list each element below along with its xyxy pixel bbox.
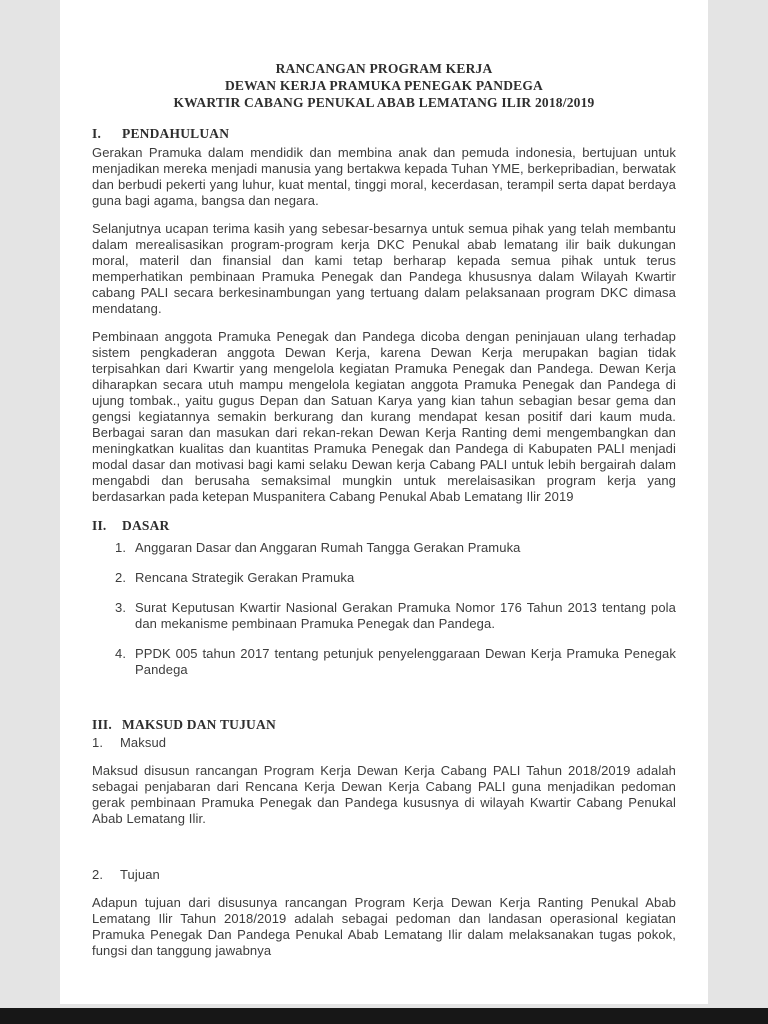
section-heading-text: PENDAHULUAN	[122, 126, 230, 141]
document-title	[92, 60, 676, 111]
section-number: II.	[92, 518, 107, 533]
section-heading	[92, 125, 676, 142]
subsection-maksud	[92, 735, 676, 827]
paragraph: Adapun tujuan dari disusunya rancangan Program Kerja Dewan Kerja Ranting Penukal Abab Lematang Ilir Tahun 2018/2019 adalah sebagai pedoman dan landasan operasional kegiatan Pramuka Penegak Dan Pandega Penukal Abab Lematang Ilir dalam melaksanakan tugas pokok, fungsi dan tanggung jawabnya	[92, 895, 676, 958]
list-item-number: 1.	[115, 540, 127, 555]
subsection-tujuan	[92, 867, 676, 959]
list-item-text: Anggaran Dasar dan Anggaran Rumah Tangga Gerakan Pramuka	[135, 540, 521, 555]
title-line-3: KWARTIR CABANG PENUKAL ABAB LEMATANG ILIR 2018/2019	[173, 95, 595, 110]
paragraph: Maksud disusun rancangan Program Kerja Dewan Kerja Cabang PALI Tahun 2018/2019 adalah sebagai penjabaran dari Rencana Kerja Dewan Kerja Cabang PALI guna menjadikan pedoman gerak pembinaan Pramuka Penegak dan Pandega kususnya di wilayah Kwartir Cabang Penukal Abab Lematang Ilir.	[92, 763, 676, 826]
list-item	[92, 540, 676, 556]
subsection-number: 1.	[92, 735, 104, 750]
section-heading-text: MAKSUD DAN TUJUAN	[122, 717, 276, 732]
list-item	[92, 600, 676, 632]
viewer-bottom-bar	[0, 1008, 768, 1024]
paragraph: Selanjutnya ucapan terima kasih yang sebesar-besarnya untuk semua pihak yang telah membantu dalam merealisasikan program-program kerja DKC Penukal abab lematang ilir baik dukungan moral, materil dan finansial dan kami tetap berharap kepada semua pihak untuk terus memperhatikan pembinaan Pramuka Penegak dan Pandega khususnya dalam Wilayah Kwartir cabang PALI secara berkesinambungan yang tertuang dalam pelaksanaan program DKC dimasa mendatang.	[92, 221, 676, 316]
section-pendahuluan	[92, 125, 676, 505]
list-item-text: Rencana Strategik Gerakan Pramuka	[135, 570, 355, 585]
section-dasar	[92, 517, 676, 678]
section-heading	[92, 716, 676, 733]
list-item-text: Surat Keputusan Kwartir Nasional Gerakan Pramuka Nomor 176 Tahun 2013 tentang pola dan mekanisme pembinaan Pramuka Penegak dan Pandega.	[135, 600, 676, 631]
list-item	[92, 570, 676, 586]
paragraph: Pembinaan anggota Pramuka Penegak dan Pandega dicoba dengan peninjauan ulang terhadap sistem pengkaderan anggota Dewan Kerja, karena Dewan Kerja merupakan bagian tidak terpisahkan dari Kwartir yang mengelola kegiatan Pramuka Penegak dan Pandega. Dewan Kerja diharapkan secara utuh mampu mengelola kegiatan anggota Pramuka Penegak dan Pandega di ujung tombak., yaitu gugus Depan dan Satuan Karya yang kian tahun sebagian besar gema dan gengsi kegiatannya semakin berkurang dan kurang mendapat kesan positif dari kaum muda. Berbagai saran dan masukan dari rekan-rekan Dewan Kerja Ranting demi mengembangkan dan meningkatkan kualitas dan kuantitas Pramuka Penegak dan Pandega di Kabupaten PALI menjadi modal dasar dan motivasi bagi kami selaku Dewan kerja Cabang PALI untuk lebih bergairah dalam mengabdi dan berusaha semaksimal mungkin untuk merelaisasikan program kerja yang berdasarkan pada ketepan Muspanitera Cabang Penukal Abab Lematang Ilir 2019	[92, 329, 676, 504]
document-page	[60, 0, 708, 1004]
list-item-number: 4.	[115, 646, 127, 661]
paragraph: Gerakan Pramuka dalam mendidik dan membina anak dan pemuda indonesia, bertujuan untuk menjadikan mereka menjadi manusia yang bertakwa kepada Tuhan YME, berkepribadian, berwatak dan berbudi pekerti yang luhur, kuat mental, tinggi moral, kecerdasan, terampil serta dapat berdaya guna bagi agama, bangsa dan negara.	[92, 145, 676, 208]
list-item-number: 3.	[115, 600, 127, 615]
section-maksud-dan-tujuan	[92, 716, 676, 959]
subsection-title: Maksud	[120, 735, 167, 750]
title-line-1: RANCANGAN PROGRAM KERJA	[275, 61, 493, 76]
subsection-label	[92, 735, 676, 751]
section-heading-text: DASAR	[122, 518, 170, 533]
subsection-number: 2.	[92, 867, 104, 882]
title-line-2: DEWAN KERJA PRAMUKA PENEGAK PANDEGA	[224, 78, 543, 93]
subsection-label	[92, 867, 676, 883]
section-heading	[92, 517, 676, 534]
list-item-text: PPDK 005 tahun 2017 tentang petunjuk penyelenggaraan Dewan Kerja Pramuka Penegak Pandega	[135, 646, 676, 677]
list-item-number: 2.	[115, 570, 127, 585]
section-number: I.	[92, 126, 102, 141]
section-number: III.	[92, 717, 112, 732]
list-item	[92, 646, 676, 678]
subsection-title: Tujuan	[120, 867, 160, 882]
